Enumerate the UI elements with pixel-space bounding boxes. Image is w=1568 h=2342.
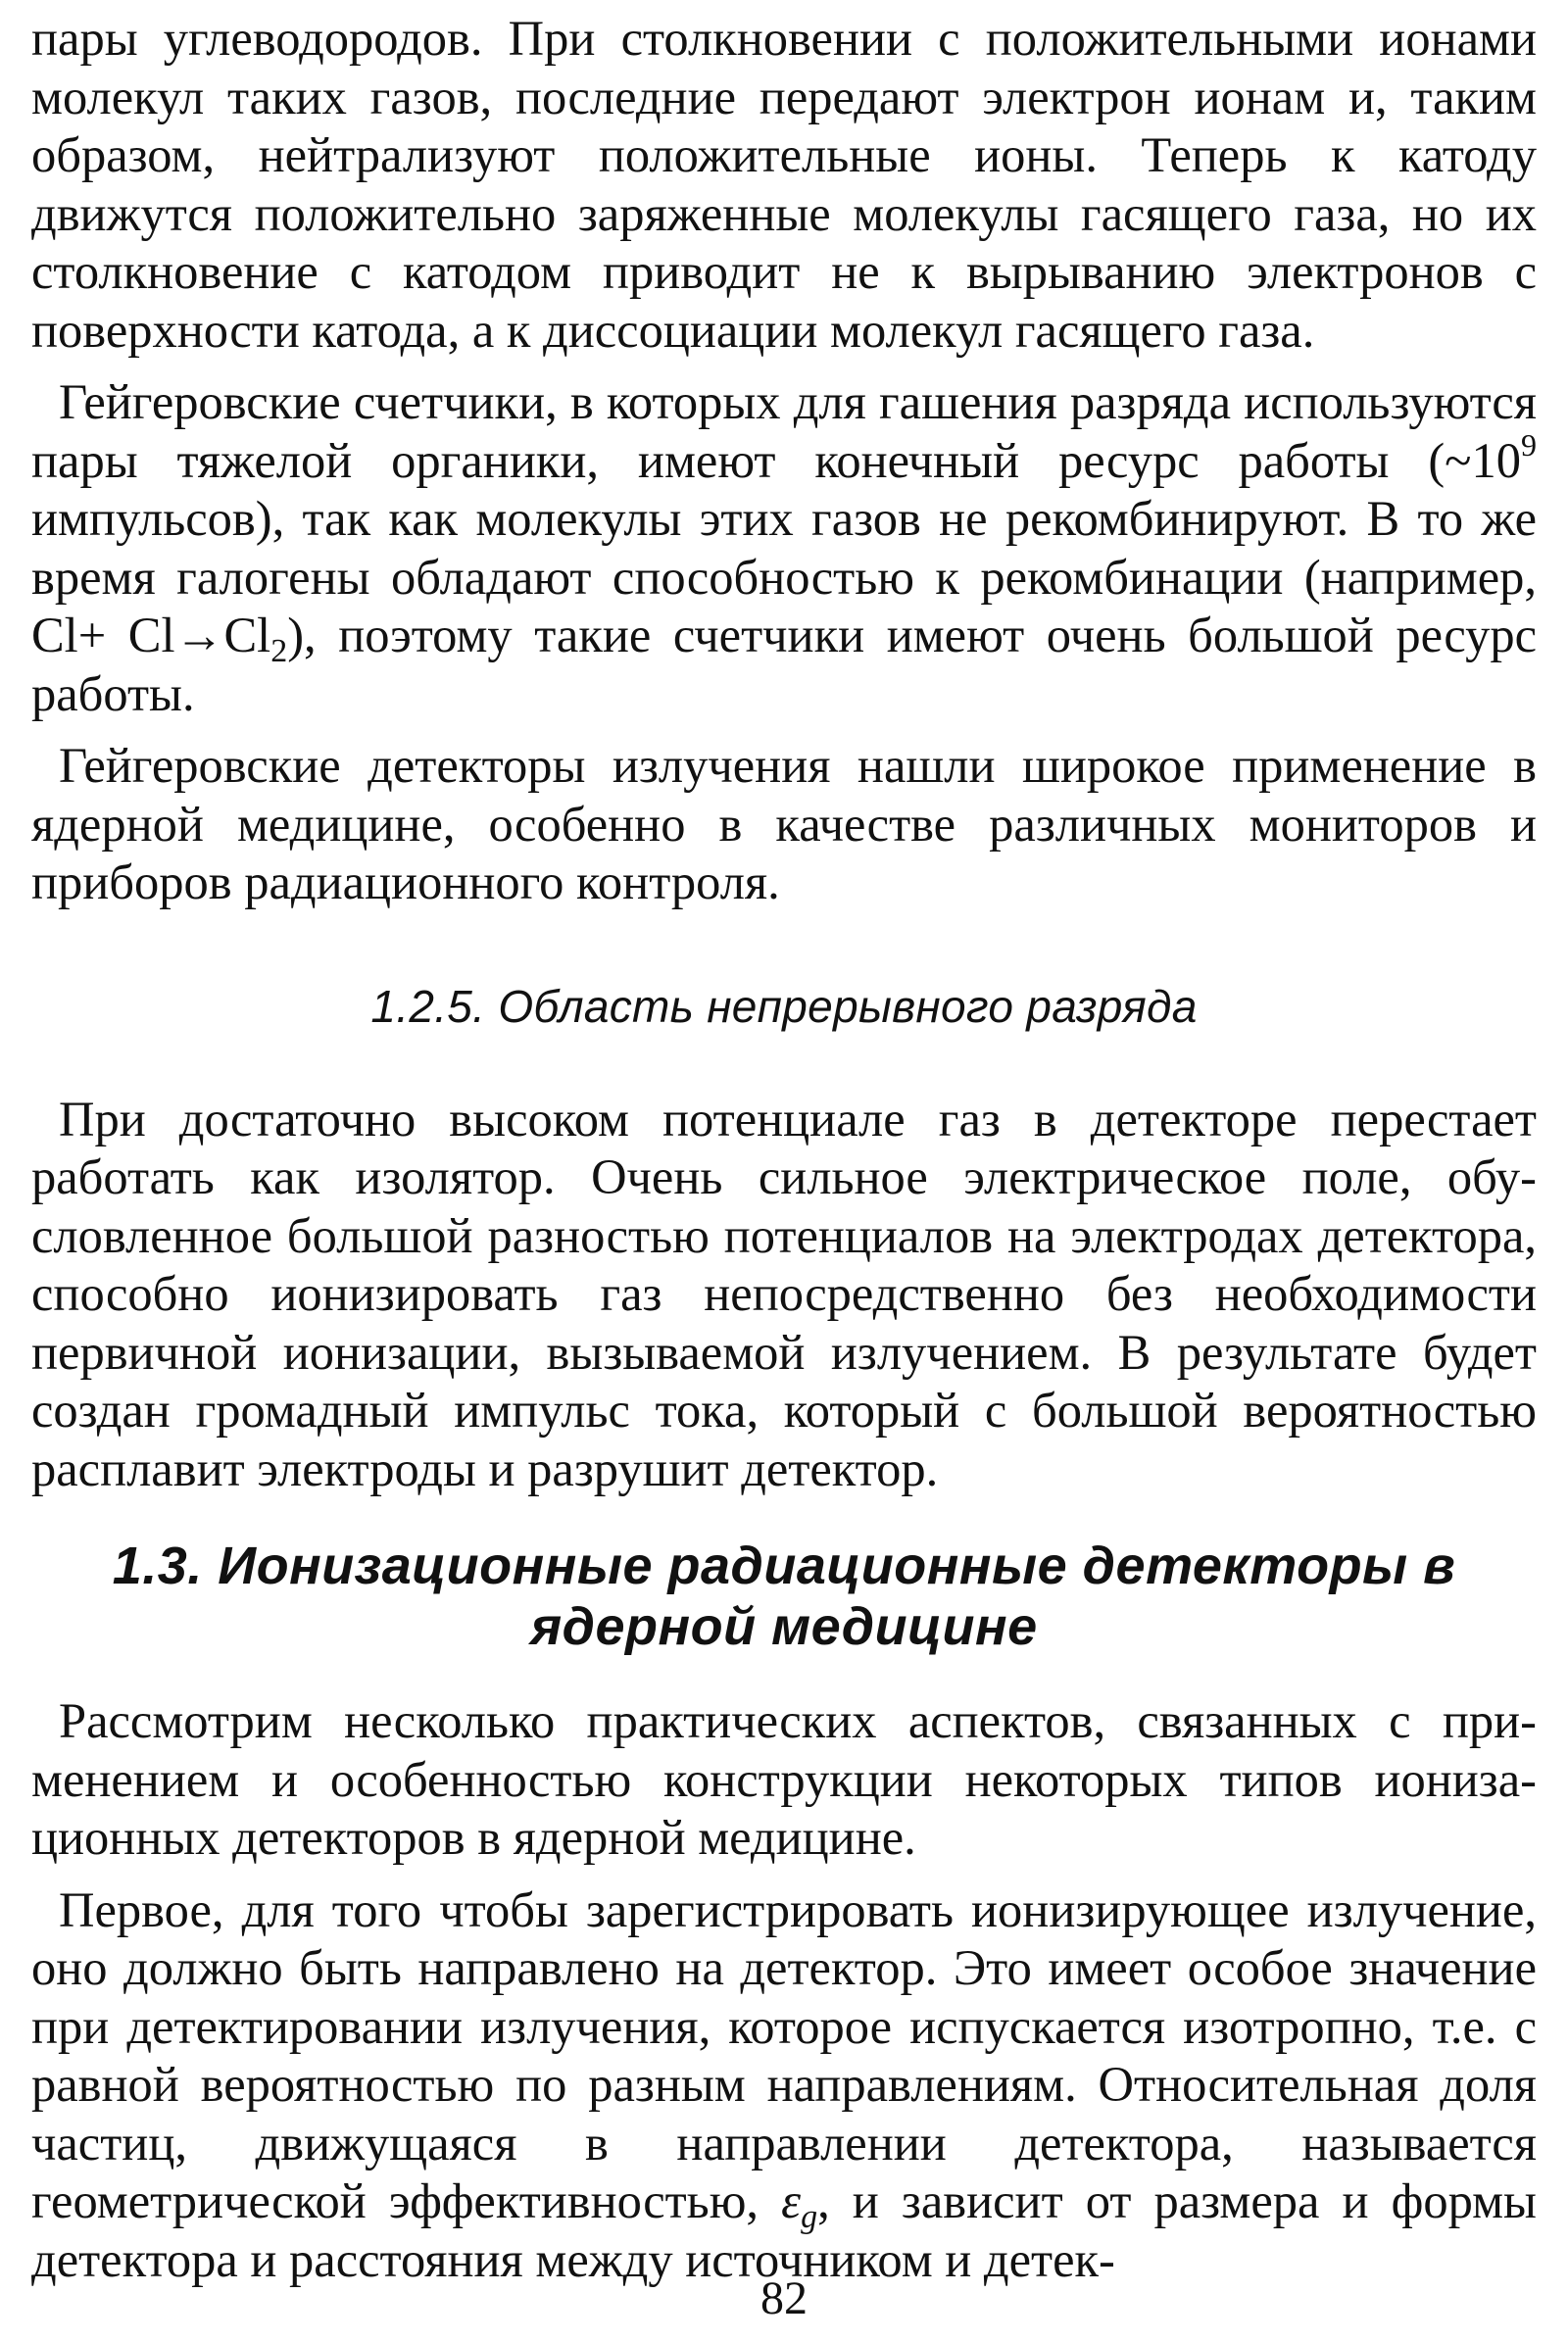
page-number: 82 — [760, 2272, 808, 2324]
document-page — [31, 0, 1537, 2342]
paragraph-quenching-gas: пары углеводородов. При столкновении с положительными ионами молекул таких газов, последние передают электрон ионам и, таким образом, нейтрализуют положительные ионы. Теперь к катоду движутся положительно заряженные молекулы гасящего газа, но их столкновение с катодом приводит не к вырыванию электронов с поверхности катода, а к диссоциации молекул гасящего газа. — [31, 11, 1537, 358]
formula-subscript: 2 — [270, 633, 288, 669]
paragraph-geiger-counter-lifetime — [31, 373, 1537, 723]
text-run: , и зависит от размера и формы детектора и расстояния между источником и детек- — [31, 2173, 1537, 2287]
recombination-formula — [31, 608, 288, 669]
paragraph-continuous-discharge: При достаточно высоком потенциале газ в детекторе перестает работать как изолятор. Очень сильное электрическое поле, обусловленное большой разностью потенциалов на электродах детектора, способно ионизировать газ непосредственно без необходимости первичной ионизации, вызываемой излучением. В результате будет создан громадный импульс тока, который с большой вероятностью расплавит электроды и разрушит детектор. — [31, 1091, 1537, 1496]
section-heading: 1.3. Ионизационные радиационные детекторы в ядерной медицине — [112, 1537, 1456, 1656]
arrow-icon: → — [174, 608, 224, 662]
epsilon-letter: ε — [781, 2173, 802, 2228]
superscript-exponent: 9 — [1521, 426, 1537, 463]
formula-lhs: Cl+ Cl — [31, 608, 175, 662]
epsilon-symbol — [781, 2173, 818, 2235]
paragraph-geometric-efficiency — [31, 1881, 1537, 2290]
text-run: ), поэтому такие счетчики имеют очень большой ресурс работы. — [31, 608, 1537, 721]
text-run: импульсов), так как молекулы этих газов не рекомбинируют. В то же время галогены обладают способностью к рекомбинации (например, — [31, 491, 1537, 605]
formula-rhs: Cl — [223, 608, 271, 662]
subsection-heading: 1.2.5. Область непрерывного разряда — [370, 980, 1198, 1032]
paragraph-practical-aspects: Рассмотрим несколько практических аспектов, связанных с применением и особенностью конструкции некоторых типов ионизационных детекторов в ядерной медицине. — [31, 1693, 1537, 1865]
paragraph-geiger-applications: Гейгеровские детекторы излучения нашли широкое применение в ядерной медицине, особенно в качестве различных мониторов и приборов радиационного контроля. — [31, 738, 1537, 909]
text-run: Гейгеровские счетчики, в которых для гашения разряда используются пары тяжелой органики, имеют конечный ресурс работы (~10 — [31, 374, 1537, 488]
text-run: Первое, для того чтобы зарегистрировать ионизирующее излучение, оно должно быть направлено на детектор. Это имеет особое значение при детектировании излучения, которое испускается изотропно, т.е. с равной вероятностью по разным направлениям. Относительная доля частиц, движущаяся в направлении детектора, называется геометрической эффективностью, — [31, 1881, 1537, 2228]
epsilon-subscript: g — [801, 2199, 818, 2235]
